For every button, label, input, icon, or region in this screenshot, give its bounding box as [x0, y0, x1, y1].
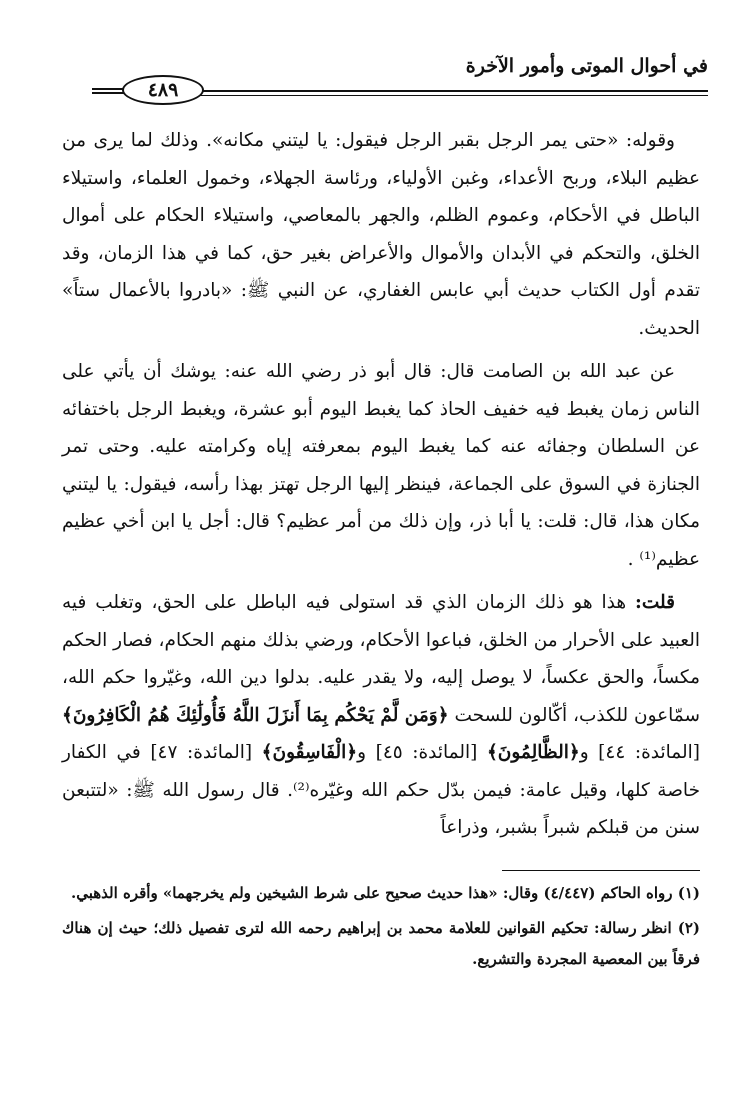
page-number: ٤٨٩ [147, 78, 179, 101]
verse-reference-3: [المائدة: ٤٧] [150, 742, 253, 763]
paragraph-3-lead: قلت: [635, 592, 675, 613]
running-title: في أحوال الموتى وأمور الآخرة [465, 55, 708, 77]
quran-verse-1: ﴿وَمَن لَّمْ يَحْكُم بِمَا أَنزَلَ اللَّهُ فَأُولَٰئِكَ هُمُ الْكَافِرُونَ﴾ [62, 704, 449, 726]
footnote-1: (١) رواه الحاكم (٤/٤٤٧) وقال: «هذا حديث صحيح على شرط الشيخين ولم يخرجهما» وأقره الذهبي. [71, 884, 700, 902]
footnote-separator [502, 870, 700, 871]
main-text [62, 122, 700, 853]
paragraph-3 [62, 584, 700, 847]
paragraph-1: وقوله: «حتى يمر الرجل بقبر الرجل فيقول: يا ليتني مكانه». وذلك لما يرى من عظيم البلاء، وربح الأعداء، وغبن الأولياء، ورئاسة الجهلاء، وخمول العلماء، واستيلاء الباطل في الأحكام، وعموم الظلم، والجهر بالمعاصي، واستيلاء الحكام على أموال الخلق، والتحكم في الأبدان والأموال والأعراض بغير حق، كما في هذا الزمان، وقد تقدم أول الكتاب حديث أبي عابس الغفاري، عن النبي ﷺ: «بادروا بالأعمال ستاً» الحديث. [62, 130, 700, 339]
quran-verse-3: ﴿الْفَاسِقُونَ﴾ [261, 742, 358, 763]
paragraph-2: عن عبد الله بن الصامت قال: قال أبو ذر رضي الله عنه: يوشك أن يأتي على الناس زمان يغبط فيه خفيف الحاذ كما يغبط اليوم أبو عشرة، ويغبط الرجل باختفائه عن السلطان وجفائه عنه كما يغبط اليوم بمعرفته إياه وكرامته عليه. وحتى تمر الجنازة في السوق على الجماعة، فينظر إليها الرجل تهتز بهذا رأسه، فيقول: يا ليتني مكان هذا، قال: قلت: يا أبا ذر، وإن ذلك من أمر عظيم؟ قال: أجل يا ابن أخي عظيم عظيم⁽¹⁾ . [62, 361, 700, 570]
header-rule-left [92, 88, 124, 94]
footnotes [62, 878, 700, 979]
page-header [70, 48, 708, 104]
header-rule-top [180, 90, 708, 92]
footnote-2: (٢) انظر رسالة: تحكيم القوانين للعلامة محمد بن إبراهيم رحمه الله لترى تفصيل ذلك؛ حيث إن هناك فرقاً بين المعصية المجردة والتشريع. [62, 919, 700, 968]
paragraph-3-part-b: في الكفار خاصة كلها، وقيل عامة: فيمن بدّل حكم الله وغيّره⁽²⁾. قال رسول الله ﷺ: «لتتبعن سنن من قبلكم شبراً بشبر، وذراعاً [62, 742, 701, 838]
header-rule-bottom [180, 95, 708, 96]
verse-reference-1: [المائدة: ٤٤] و [579, 742, 700, 763]
verse-reference-2: [المائدة: ٤٥] و [357, 742, 478, 763]
quran-verse-2: ﴿الظَّالِمُونَ﴾ [486, 742, 580, 763]
page-number-oval [122, 75, 204, 105]
paragraph-3-part-a: هذا هو ذلك الزمان الذي قد استولى فيه الباطل على الحق، وتغلب فيه العبيد على الأحرار من الخلق، فباعوا الأحكام، ورضي بذلك منهم الحكام، فصار الحكم مكساً، والحق عكساً، لا يوصل إليه، ولا يقدر عليه. بدلوا دين الله، وغيّروا حكم الله، سمّاعون للكذب، أكّالون للسحت [62, 592, 701, 726]
